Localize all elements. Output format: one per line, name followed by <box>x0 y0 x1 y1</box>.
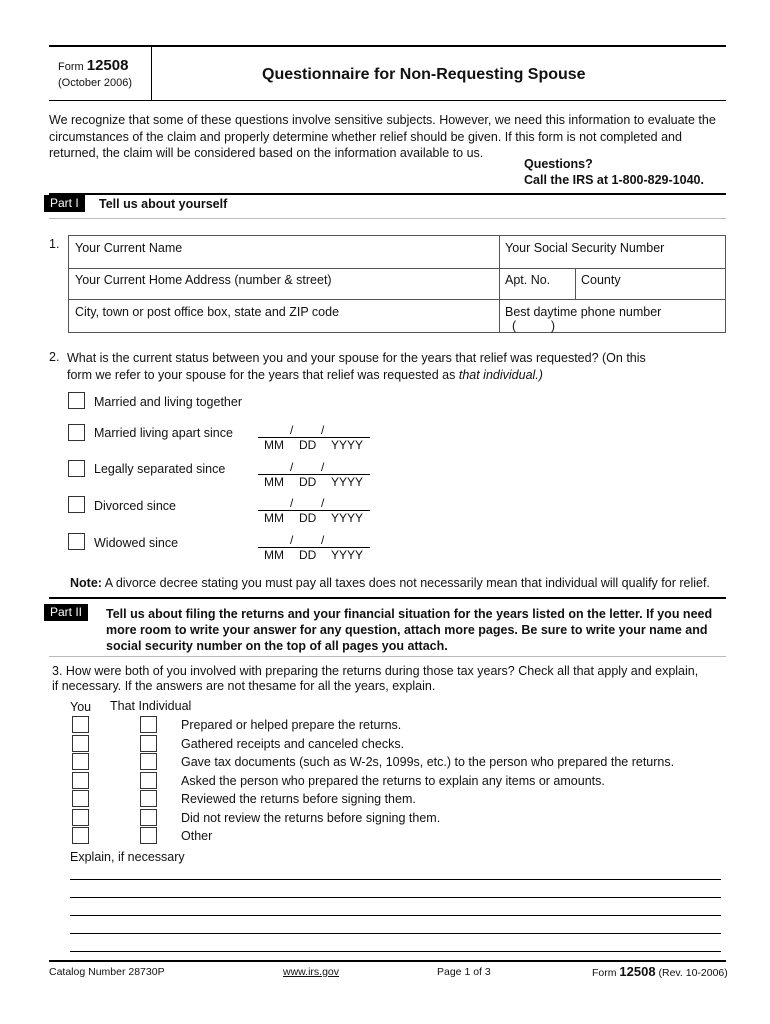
form-number-label: Form 12508 <box>58 57 129 74</box>
you-checkbox-asked[interactable] <box>72 772 89 789</box>
option-label: Reviewed the returns before signing them. <box>181 792 416 806</box>
apt-no-field[interactable]: Apt. No. <box>505 273 551 287</box>
part2-title: Tell us about filing the returns and your financial situation for the years listed on the letter. If you need more room to write your answer for any question, attach more pages. Be sure to write your name and social security number on the top of all pages you attach. <box>106 607 713 653</box>
option-label: Gathered receipts and canceled checks. <box>181 737 405 751</box>
you-checkbox-did-not-review[interactable] <box>72 809 89 826</box>
status-label: Legally separated since <box>94 462 226 476</box>
checkbox-legally-separated[interactable] <box>68 460 85 477</box>
part1-tag: Part I <box>44 195 85 212</box>
form-number: 12508 <box>86 57 129 74</box>
checkbox-widowed[interactable] <box>68 533 85 550</box>
individual-checkbox-did-not-review[interactable] <box>140 809 157 826</box>
date-field-legally-separated[interactable]: / / MM DD YYYY <box>258 460 370 494</box>
you-checkbox-other[interactable] <box>72 827 89 844</box>
option-label: Other <box>181 829 213 843</box>
status-label: Married and living together <box>94 395 242 409</box>
part1-title: Tell us about yourself <box>99 197 228 211</box>
county-field[interactable]: County <box>581 273 621 287</box>
individual-checkbox-gave-documents[interactable] <box>140 753 157 770</box>
part2-bottom-rule <box>49 656 726 657</box>
footer-rule <box>49 960 726 962</box>
q2-number: 2. <box>49 350 60 364</box>
catalog-number: Catalog Number 28730P <box>49 966 165 978</box>
page-title: Questionnaire for Non-Requesting Spouse <box>262 66 586 83</box>
ssn-field[interactable]: Your Social Security Number <box>505 241 665 255</box>
option-label: Did not review the returns before signing them. <box>181 811 441 825</box>
home-address-field[interactable]: Your Current Home Address (number & street) <box>75 273 332 287</box>
you-checkbox-gave-documents[interactable] <box>72 753 89 770</box>
part1-top-rule <box>49 193 726 195</box>
phone-area-code: ( ) <box>512 319 556 333</box>
date-field-divorced[interactable]: / / MM DD YYYY <box>258 496 370 530</box>
form-date: (October 2006) <box>58 77 132 89</box>
q3-text: 3. How were both of you involved with preparing the returns during those tax years? Check all that apply and explain, if necessary. If the answers are not thesame for all the years, explain. <box>52 664 699 693</box>
status-label: Married living apart since <box>94 426 233 440</box>
individual-checkbox-reviewed[interactable] <box>140 790 157 807</box>
irs-website-link[interactable]: www.irs.gov <box>283 966 340 978</box>
column-individual-header: That Individual <box>110 699 192 713</box>
individual-checkbox-other[interactable] <box>140 827 157 844</box>
checkbox-married-together[interactable] <box>68 392 85 409</box>
explain-line[interactable] <box>70 951 721 952</box>
form-header <box>49 45 726 101</box>
questions-callout: Questions? Call the IRS at 1-800-829-1040. <box>524 157 704 187</box>
current-name-field[interactable]: Your Current Name <box>75 241 183 255</box>
option-label: Prepared or helped prepare the returns. <box>181 718 402 732</box>
intro-text: We recognize that some of these questions involve sensitive subjects. However, we need this information to evaluate the circumstances of the claim and properly determine whether relief should be given. If this form is not completed and returned, the claim will be considered based on the information available to us. <box>49 113 716 160</box>
part1-bottom-rule <box>49 218 726 219</box>
city-state-zip-field[interactable]: City, town or post office box, state and ZIP code <box>75 305 340 319</box>
phone-field[interactable]: Best daytime phone number <box>505 305 662 319</box>
checkbox-divorced[interactable] <box>68 496 85 513</box>
option-label: Asked the person who prepared the returns to explain any items or amounts. <box>181 774 605 788</box>
checkbox-married-apart[interactable] <box>68 424 85 441</box>
individual-checkbox-asked[interactable] <box>140 772 157 789</box>
date-field-widowed[interactable]: / / MM DD YYYY <box>258 533 370 567</box>
date-field-married-apart[interactable]: / / MM DD YYYY <box>258 423 370 457</box>
page-number: Page 1 of 3 <box>437 966 491 978</box>
explain-line[interactable] <box>70 897 721 898</box>
personal-info-table <box>68 235 726 333</box>
q1-number: 1. <box>49 237 60 251</box>
part2-tag: Part II <box>44 604 88 621</box>
explain-line[interactable] <box>70 933 721 934</box>
q2-text: What is the current status between you and your spouse for the years that relief was requested? (On this form we refer to your spouse for the years that relief was requested as that individual.) <box>67 351 646 382</box>
part2-top-rule <box>49 597 726 599</box>
you-checkbox-reviewed[interactable] <box>72 790 89 807</box>
individual-checkbox-prepared[interactable] <box>140 716 157 733</box>
explain-line[interactable] <box>70 879 721 880</box>
you-checkbox-gathered[interactable] <box>72 735 89 752</box>
header-divider <box>151 47 152 101</box>
option-label: Gave tax documents (such as W-2s, 1099s, etc.) to the person who prepared the returns. <box>181 755 675 769</box>
you-checkbox-prepared[interactable] <box>72 716 89 733</box>
divorce-note: Note: A divorce decree stating you must pay all taxes does not necessarily mean that individual will qualify for relief. <box>70 576 710 590</box>
footer-form-id: Form 12508 (Rev. 10-2006) <box>592 964 728 979</box>
status-label: Divorced since <box>94 499 176 513</box>
explain-label: Explain, if necessary <box>70 850 185 864</box>
status-label: Widowed since <box>94 536 179 550</box>
column-you-header: You <box>70 700 92 714</box>
explain-line[interactable] <box>70 915 721 916</box>
individual-checkbox-gathered[interactable] <box>140 735 157 752</box>
